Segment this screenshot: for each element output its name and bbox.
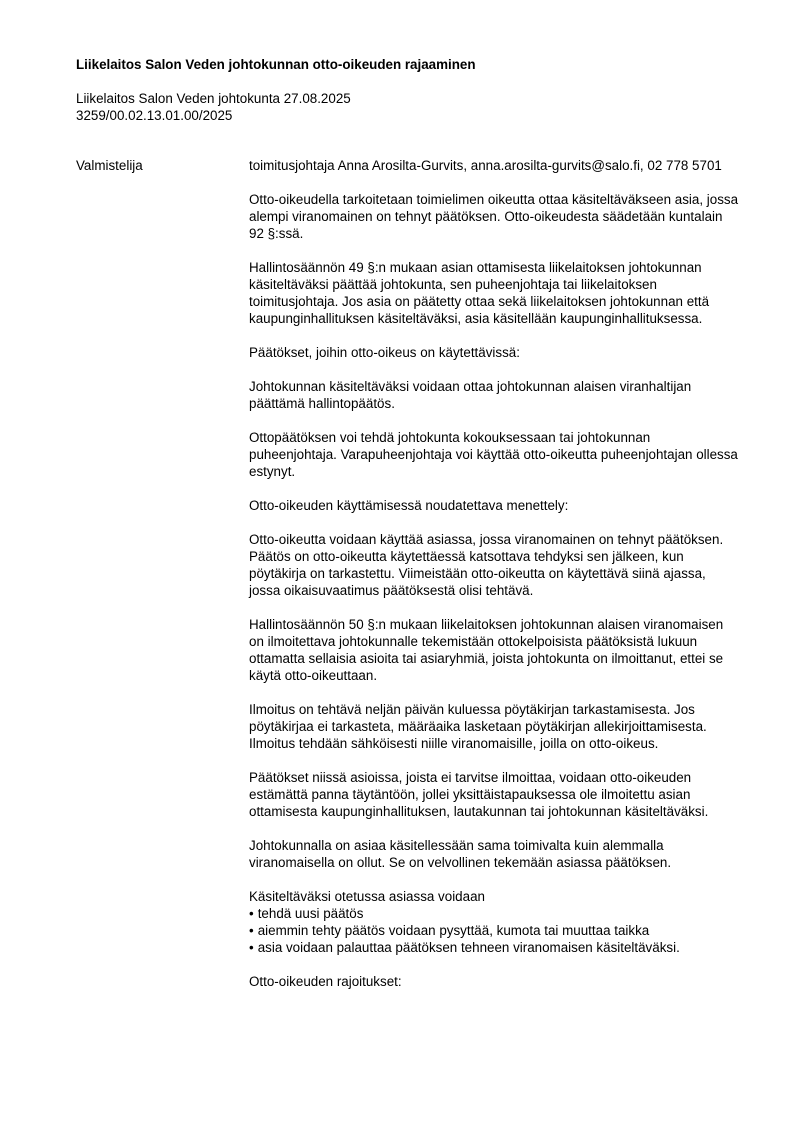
- body-paragraph: Hallintosäännön 50 §:n mukaan liikelaitoksen johtokunnan alaisen viranomaisen on ilmoitettava johtokunnalle tekemistään ottokelpoisista päätöksistä lukuun ottamatta sellaisia asioita tai asiaryhmiä, joista johtokunta on ilmoittanut, ettei se käytä otto-oikeuttaan.: [249, 617, 724, 683]
- meeting-line: Liikelaitos Salon Veden johtokunta 27.08.2025: [76, 91, 351, 106]
- document-title: Liikelaitos Salon Veden johtokunnan otto-oikeuden rajaaminen: [76, 57, 476, 72]
- list-item: • asia voidaan palauttaa päätöksen tehneen viranomaisen käsiteltäväksi.: [249, 939, 739, 956]
- options-list: [249, 905, 739, 956]
- restrictions-heading: Otto-oikeuden rajoitukset:: [249, 974, 402, 989]
- body-paragraph: Ottopäätöksen voi tehdä johtokunta kokouksessaan tai johtokunnan puheenjohtaja. Varapuheenjohtaja voi käyttää otto-oikeutta puheenjohtajan ollessa estynyt.: [249, 430, 738, 479]
- body-paragraph: Otto-oikeudella tarkoitetaan toimielimen oikeutta ottaa käsiteltäväkseen asia, jossa alempi viranomainen on tehnyt päätöksen. Otto-oikeudesta säädetään kuntalain 92 §:ssä.: [249, 192, 739, 241]
- document-meta: [76, 90, 351, 124]
- body-paragraph: Johtokunnalla on asiaa käsitellessään sama toimivalta kuin alemmalla viranomaisella on ollut. Se on velvollinen tekemään asiassa päätöksen.: [249, 838, 672, 870]
- preparer-label: Valmistelija: [76, 158, 143, 173]
- options-intro: Käsiteltäväksi otetussa asiassa voidaan: [249, 889, 485, 904]
- body-paragraph: Ilmoitus on tehtävä neljän päivän kuluessa pöytäkirjan tarkastamisesta. Jos pöytäkirjaa ei tarkasteta, määräaika lasketaan pöytäkirjan allekirjoittamisesta. Ilmoitus tehdään sähköisesti niille viranomaisille, joilla on otto-oikeus.: [249, 702, 707, 751]
- record-id: 3259/00.02.13.01.00/2025: [76, 108, 233, 123]
- body-paragraph: Johtokunnan käsiteltäväksi voidaan ottaa johtokunnan alaisen viranhaltijan päättämä hallintopäätös.: [249, 379, 692, 411]
- preparer-details: toimitusjohtaja Anna Arosilta-Gurvits, anna.arosilta-gurvits@salo.fi, 02 778 5701: [249, 158, 722, 173]
- body-paragraph: Päätökset niissä asioissa, joista ei tarvitse ilmoittaa, voidaan otto-oikeuden estämättä panna täytäntöön, jollei yksittäistapauksessa ole ilmoitettu asian ottamisesta kaupunginhallituksen, lautakunnan tai johtokunnan käsiteltäväksi.: [249, 770, 709, 819]
- body-paragraph: Päätökset, joihin otto-oikeus on käytettävissä:: [249, 345, 520, 360]
- body-paragraph: Hallintosäännön 49 §:n mukaan asian ottamisesta liikelaitoksen johtokunnan käsiteltäväksi päättää johtokunta, sen puheenjohtaja tai liikelaitoksen toimitusjohtaja. Jos asia on päätetty ottaa sekä liikelaitoksen johtokunnan että kaupunginhallituksen käsiteltäväksi, asia käsitellään kaupunginhallituksessa.: [249, 260, 710, 326]
- body-paragraph: Otto-oikeuden käyttämisessä noudatettava menettely:: [249, 498, 569, 513]
- list-item: • tehdä uusi päätös: [249, 905, 739, 922]
- document-body: [249, 157, 739, 1007]
- body-paragraph: Otto-oikeutta voidaan käyttää asiassa, jossa viranomainen on tehnyt päätöksen. Päätös on otto-oikeutta käytettäessä katsottava tehdyksi sen jälkeen, kun pöytäkirja on tarkastettu. Viimeistään otto-oikeutta on käytettävä siinä ajassa, jossa oikaisuvaatimus päätöksestä olisi tehtävä.: [249, 532, 724, 598]
- list-item: • aiemmin tehty päätös voidaan pysyttää, kumota tai muuttaa taikka: [249, 922, 739, 939]
